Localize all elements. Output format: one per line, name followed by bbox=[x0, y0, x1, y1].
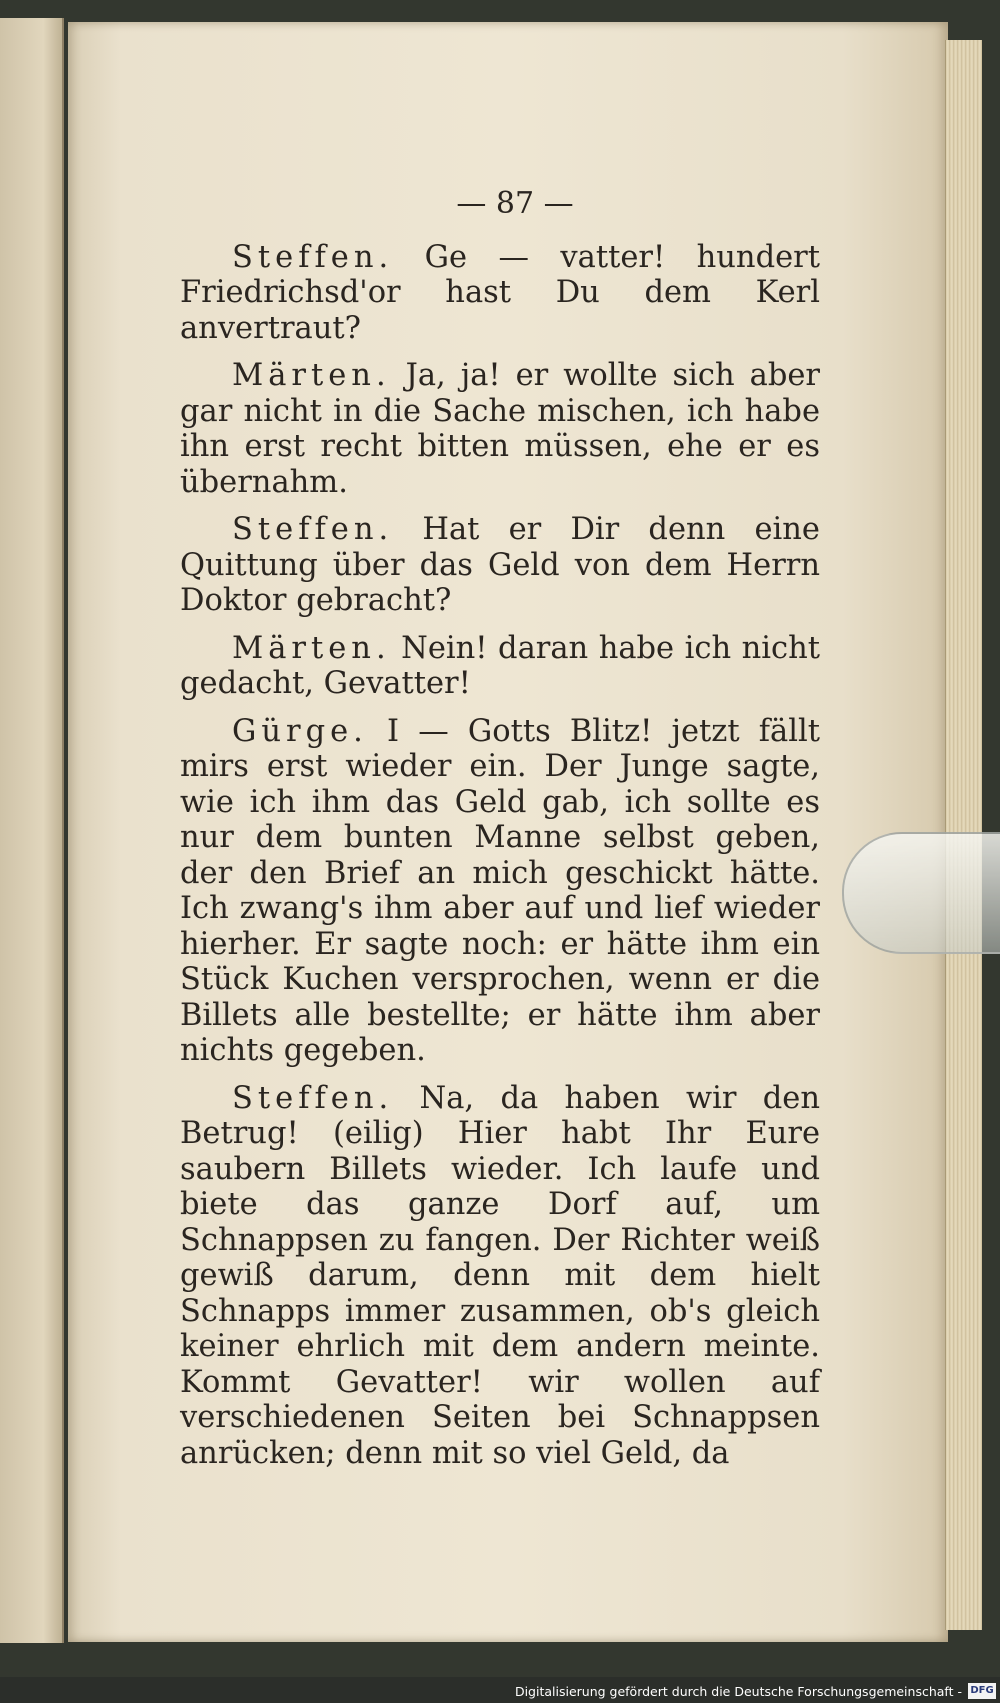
speaker-name: Märten. bbox=[232, 630, 391, 666]
dialogue-paragraph bbox=[180, 358, 820, 500]
left-page-edge bbox=[0, 18, 64, 1643]
funding-credit: Digitalisierung gefördert durch die Deutsche Forschungsgemeinschaft - bbox=[514, 1684, 962, 1699]
dialogue-paragraph bbox=[180, 714, 820, 1069]
page-text bbox=[180, 186, 820, 1483]
dialogue-paragraph bbox=[180, 240, 820, 347]
footer-bar bbox=[0, 1677, 1000, 1703]
speaker-name: Gürge. bbox=[232, 713, 368, 749]
page-number: — 87 — bbox=[456, 186, 574, 221]
speaker-name: Steffen. bbox=[232, 239, 394, 275]
dialogue-text: Ge — vatter! hundert Friedrichsd'or hast Du dem Kerl anvertraut? bbox=[180, 239, 820, 346]
dialogue-text: Hat er Dir denn eine Quittung über das Geld von dem Herrn Doktor gebracht? bbox=[180, 512, 820, 618]
page-clip-holder bbox=[842, 832, 1000, 954]
speaker-name: Märten. bbox=[232, 358, 391, 393]
dialogue-text: Ja, ja! er wollte sich aber gar nicht in die Sache mischen, ich habe ihn erst recht bitten müssen, ehe er es übernahm. bbox=[180, 358, 820, 500]
speaker-name: Steffen. bbox=[232, 512, 394, 547]
dialogue-paragraph bbox=[180, 631, 820, 702]
dialogue-text: I — Gotts Blitz! jetzt fällt mirs erst wieder ein. Der Junge sagte, wie ich ihm das Geld gab, ich sollte es nur dem bunten Manne selbst geben, der den Brief an mich geschickt hätte. Ich zwang's ihm aber auf und lief wieder hierher. Er sagte noch: er hätte ihm ein Stück Kuchen versprochen, wenn er die Billets alle bestellte; er hätte ihm aber nichts gegeben. bbox=[180, 713, 821, 1068]
dialogue-paragraph bbox=[180, 1081, 820, 1472]
dfg-logo: DFG bbox=[968, 1683, 996, 1699]
dialogue-text: Nein! daran habe ich nicht gedacht, Gevatter! bbox=[180, 630, 820, 701]
dialogue-paragraph bbox=[180, 512, 820, 619]
dialogue-text: Na, da haben wir den Betrug! (eilig) Hier habt Ihr Eure saubern Billets wieder. Ich laufe und biete das ganze Dorf auf, um Schnappsen zu fangen. Der Richter weiß gewiß darum, denn mit dem hielt Schnapps immer zusammen, ob's gleich keiner ehrlich mit dem andern meinte. Kommt Gevatter! wir wollen auf verschiedenen Seiten bei Schnappsen anrücken; denn mit so viel Geld, da bbox=[180, 1080, 820, 1471]
speaker-name: Steffen. bbox=[232, 1080, 394, 1116]
